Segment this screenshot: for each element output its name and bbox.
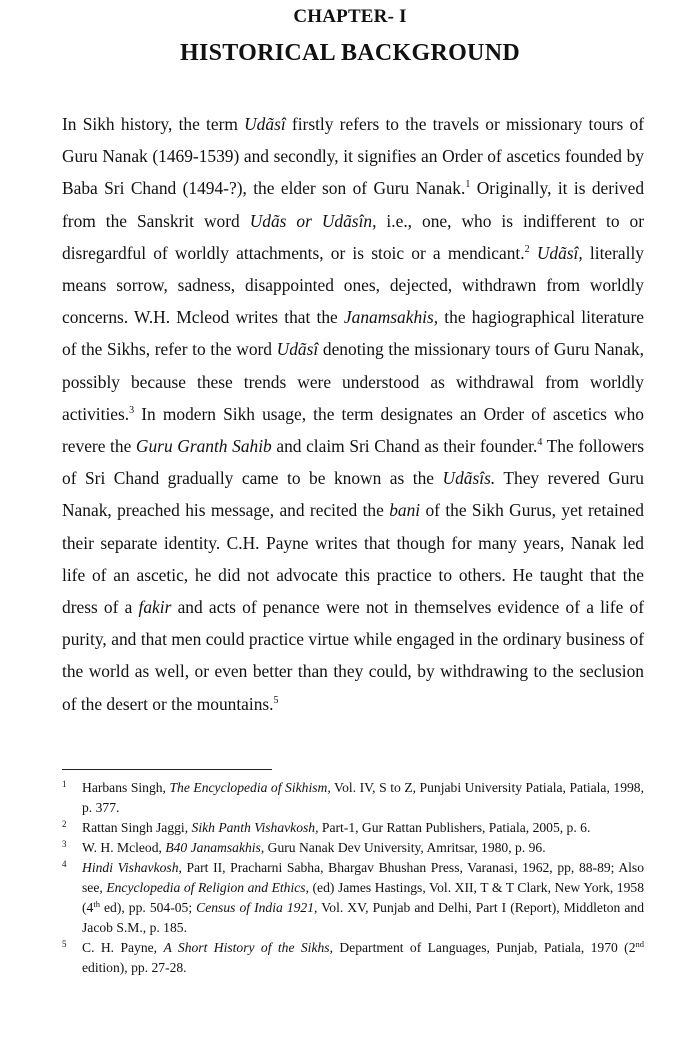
italic-term: Udãsî, (536, 242, 583, 263)
text-run: denoting the missionary tours of Guru Nanak, possibly because these trends were understood as withdrawal from worldly activities. (62, 339, 644, 424)
footnote-title: B40 Janamsakhis (165, 840, 261, 855)
footnote-4 (62, 858, 644, 938)
text-run: firstly refers to the travels or missionary tours of Guru Nanak (1469-1539) and secondly, it signifies an Order of ascetics founded by Baba Sri Chand (1494-?), the elder son of Guru Nanak. (62, 114, 644, 199)
footnote-ref[interactable]: 5 (273, 694, 279, 706)
footnote-number: 2 (62, 819, 67, 829)
chapter-label: CHAPTER- I (293, 6, 407, 27)
text-run: They revered Guru Nanak, preached his message, and recited the (62, 468, 644, 521)
footnote-ref[interactable]: 2 (524, 243, 530, 255)
italic-term: Janamsakhis, (343, 307, 439, 328)
footnote-text: Harbans Singh, (82, 780, 170, 795)
footnote-number: 5 (62, 939, 67, 949)
footnote-1 (62, 778, 644, 818)
footnote-number: 4 (62, 859, 67, 869)
ordinal-suffix: nd (635, 939, 645, 949)
footnote-title: Encyclopedia of Religion and Ethics (106, 880, 306, 895)
footnote-text: Vol. IV, S to Z, Punjabi University Patiala, Patiala, 1998, p. 377. (82, 780, 644, 815)
footnote-text: , Department of Languages, Punjab, Patiala, 1970 (2 (329, 940, 636, 955)
text-run: of the Sikh Gurus, yet retained their separate identity. C.H. Payne writes that though for many years, Nanak led life of an ascetic, he did not advocate this practice to others. He taught that the dress of a (62, 500, 644, 618)
footnote-ref[interactable]: 1 (465, 179, 471, 191)
footnote-title: A Short History of the Sikhs (163, 940, 330, 955)
footnote-title: Census of India 1921 (196, 900, 315, 915)
italic-term: Udãsîs. (442, 468, 496, 489)
footnote-number: 3 (62, 839, 67, 849)
italic-term: fakir (138, 597, 172, 618)
italic-term: bani (389, 500, 421, 521)
footnote-text: C. H. Payne, (82, 940, 164, 955)
text-run: literally means sorrow, sadness, disappointed ones, dejected, withdrawn from worldly concerns. W.H. Mcleod writes that the (62, 242, 644, 328)
footnote-ref[interactable]: 3 (129, 404, 135, 416)
footnote-title: Hindi Vishavkosh (82, 860, 179, 875)
italic-term: Udãs or Udãsîn, (249, 210, 377, 231)
footnote-text: , Guru Nanak Dev University, Amritsar, 1980, p. 96. (260, 840, 546, 855)
text-run: In Sikh history, the term (62, 114, 245, 134)
text-run: Originally, it is derived from the Sanskrit word (62, 178, 645, 231)
footnote-ref[interactable]: 4 (537, 437, 543, 449)
footnote-text: edition), pp. 27-28. (82, 960, 187, 975)
italic-term: Guru Granth Sahib (135, 436, 272, 457)
text-run: and claim Sri Chand as their founder. (271, 436, 538, 457)
text-run: the hagiographical literature of the Sikhs, refer to the word (62, 307, 644, 360)
footnote-5 (62, 938, 644, 978)
footnote-2 (62, 818, 644, 838)
ordinal-suffix: th (93, 899, 100, 909)
text-run (530, 243, 537, 263)
text-run: In modern Sikh usage, the term designates an Order of ascetics who revere the (62, 403, 644, 457)
italic-term: Udãsî (244, 114, 286, 134)
text-run: and acts of penance were not in themselves evidence of a life of purity, and that men could practice virtue while engaged in the ordinary business of the world as well, or even better than they could, by withdrawing to the seclusion of the desert or the mountains. (62, 597, 644, 714)
italic-term: Udãsî (276, 339, 319, 360)
footnotes (62, 778, 644, 978)
footnote-text: ed), pp. 504-05; (99, 900, 197, 915)
text-run: i.e., one, who is indifferent to or disregardful of worldly attachments, or is stoic or a mendicant. (62, 210, 645, 263)
footnote-text: , Part II, Pracharni Sabha, Bhargav Bhushan Press, Varanasi, 1962, pp, 88-89; Also see, (82, 860, 644, 895)
footnote-3 (62, 838, 644, 858)
footnote-title: The Encyclopedia of Sikhism, (169, 780, 331, 795)
text-run: The followers of Sri Chand gradually came to be known as the (62, 436, 644, 489)
footnote-title: Sikh Panth Vishavkosh, (191, 820, 319, 835)
footnote-text: , (ed) James Hastings, Vol. XII, T & T Clark, New York, 1958 (4 (82, 880, 644, 915)
footnote-number: 1 (62, 779, 67, 789)
chapter-title: HISTORICAL BACKGROUND (180, 40, 520, 66)
footnote-text: W. H. Mcleod, (82, 840, 166, 855)
body-paragraph (62, 108, 644, 720)
footnote-text: Part-1, Gur Rattan Publishers, Patiala, 2005, p. 6. (318, 820, 591, 835)
footnote-divider (62, 769, 272, 770)
footnote-text: , Vol. XV, Punjab and Delhi, Part I (Report), Middleton and Jacob S.M., p. 185. (82, 900, 644, 935)
footnote-text: Rattan Singh Jaggi, (82, 820, 192, 835)
